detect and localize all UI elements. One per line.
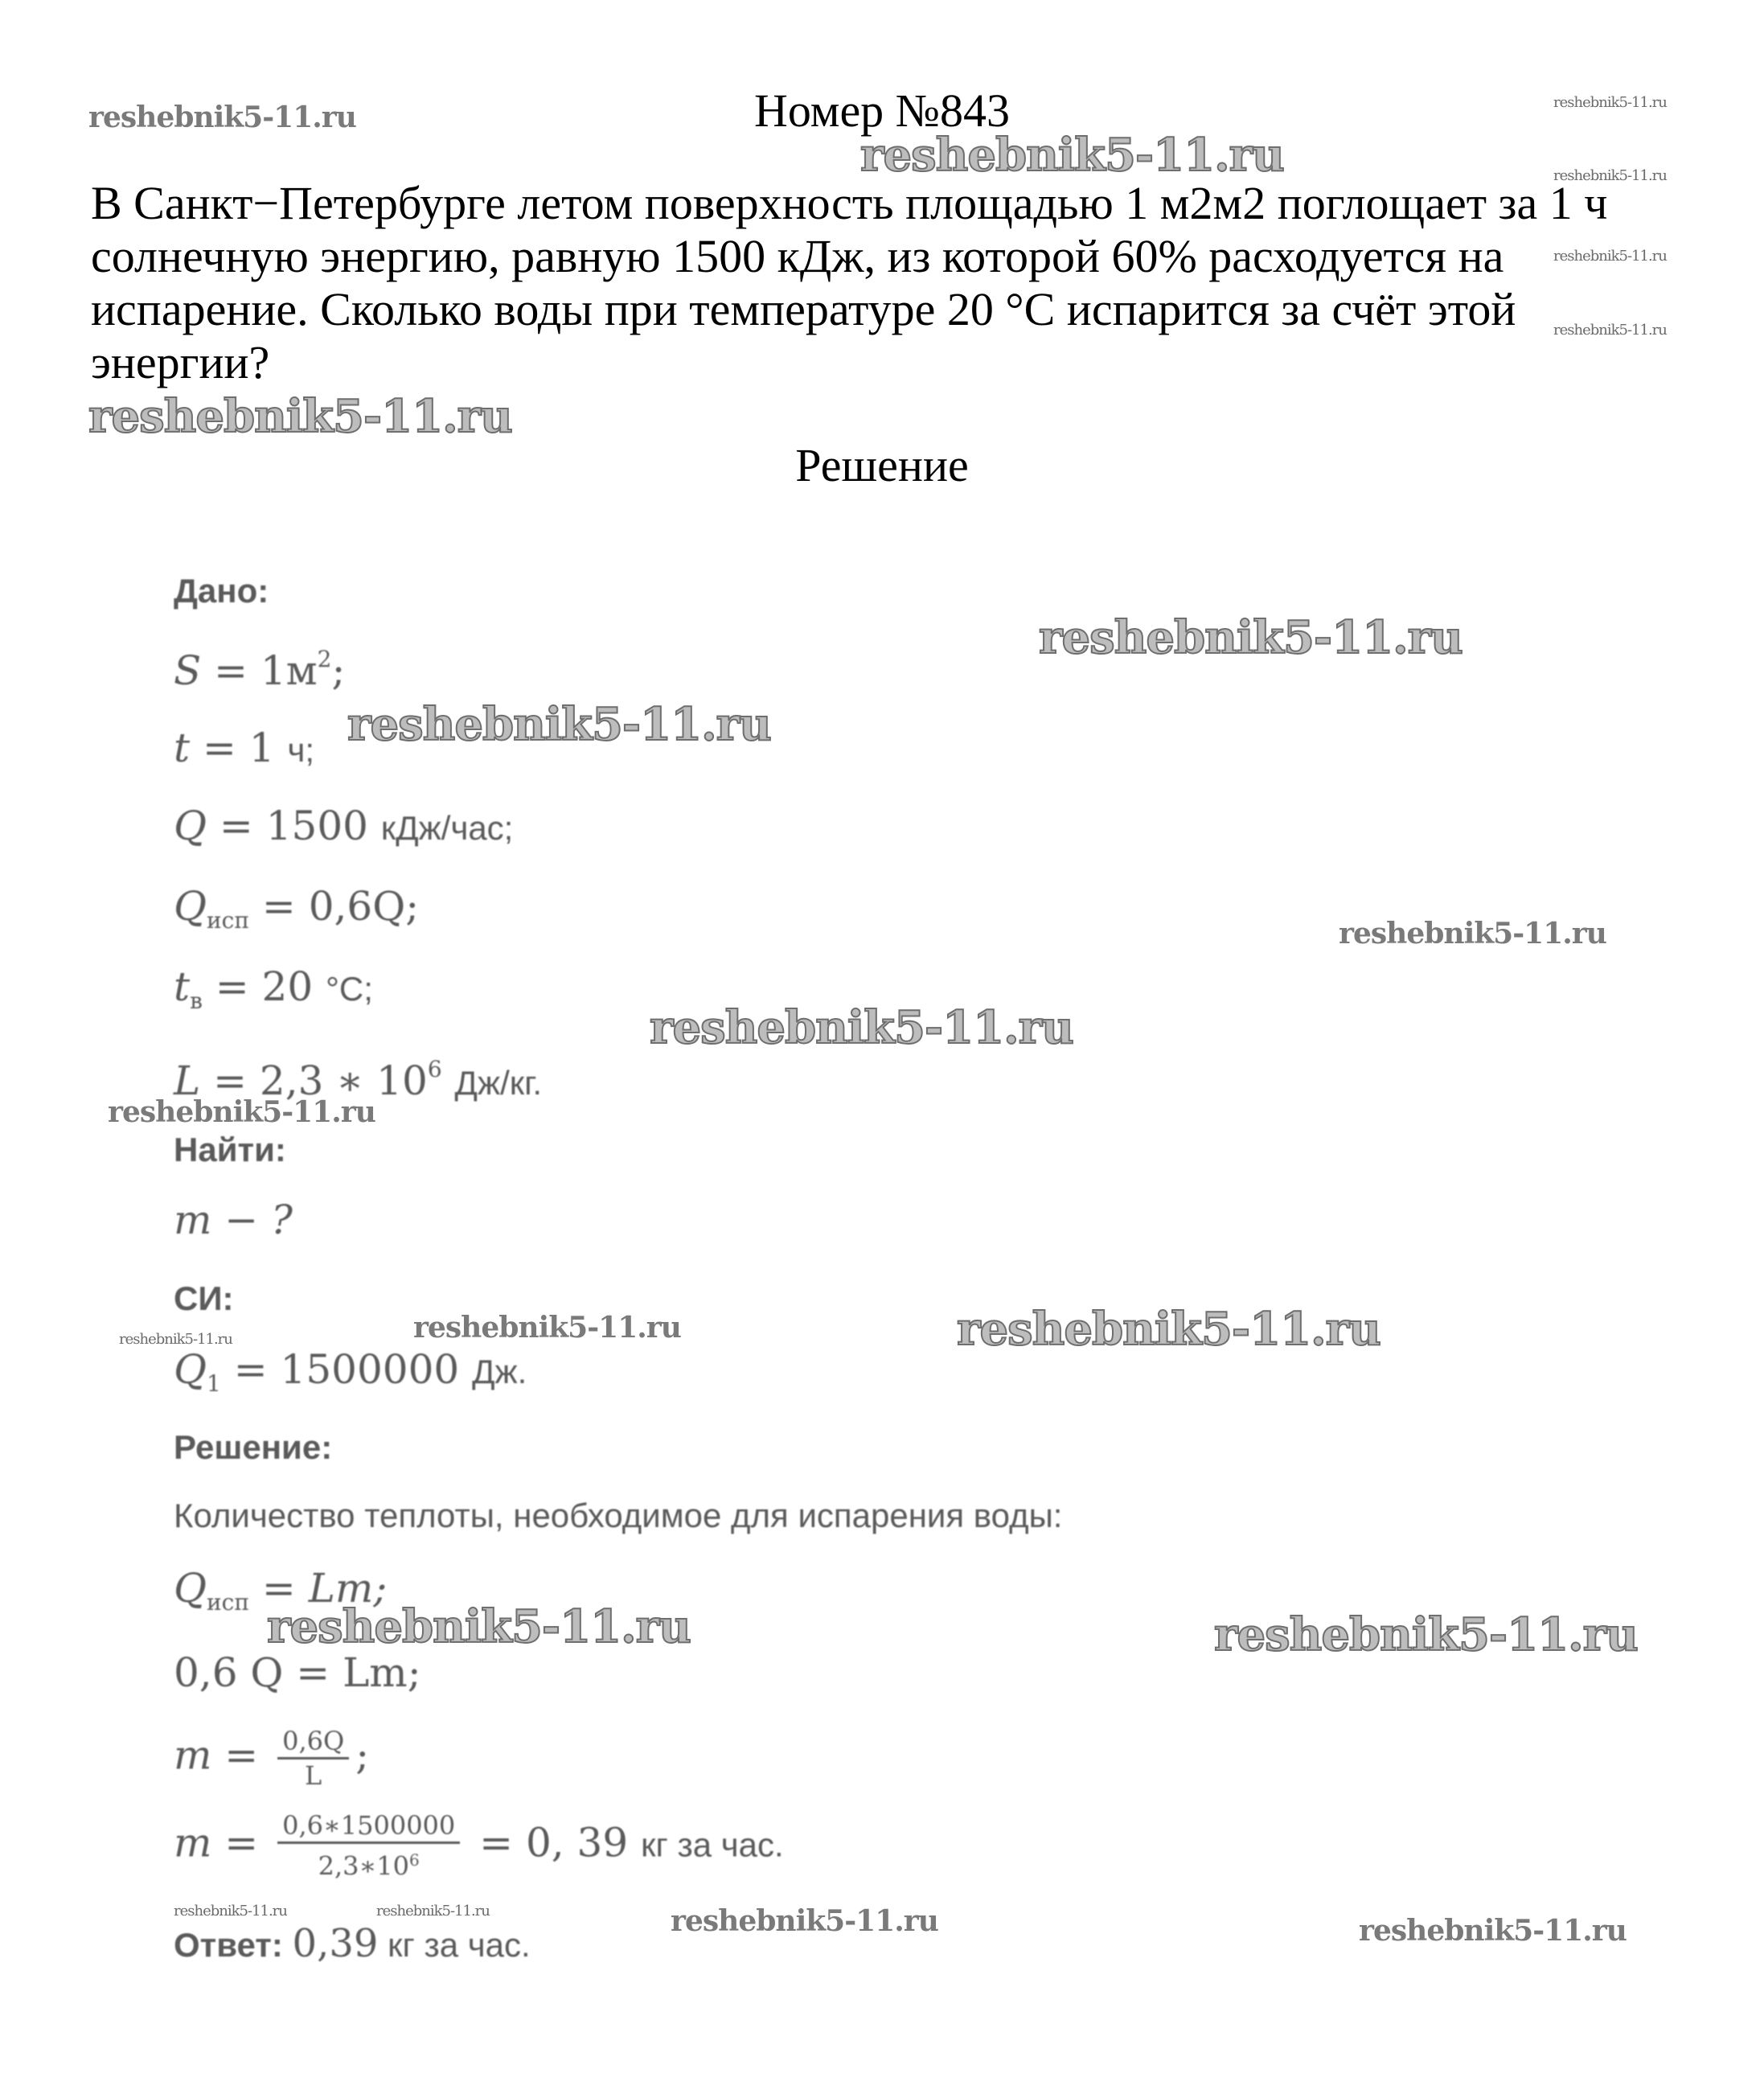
find-heading: Найти: — [174, 1131, 286, 1168]
temperature-value: = 20 — [215, 963, 314, 1010]
solution-heading: Решение — [795, 439, 969, 491]
latent-heat-value: = 2,3 ∗ 10 — [213, 1057, 428, 1104]
si-subscript: 1 — [207, 1370, 221, 1397]
formula4-result: = 0, 39 — [479, 1819, 629, 1866]
si-var: Q — [174, 1346, 207, 1393]
given-evap-heat — [174, 882, 419, 945]
formula-mass-numeric — [174, 1809, 784, 1883]
watermark: reshebnik5-11.ru — [1214, 1608, 1638, 1661]
latent-exponent: 6 — [427, 1056, 442, 1082]
formula1-rhs: = Lm; — [261, 1565, 388, 1612]
watermark: reshebnik5-11.ru — [88, 101, 356, 134]
formula3-numerator: 0,6Q — [277, 1725, 349, 1759]
formula4-unit: кг за час. — [641, 1825, 784, 1864]
formula3-denominator: L — [305, 1760, 322, 1791]
latent-heat-unit: Дж/кг. — [454, 1064, 542, 1102]
formula4-denominator — [277, 1844, 460, 1883]
watermark: reshebnik5-11.ru — [413, 1311, 681, 1345]
watermark: reshebnik5-11.ru — [119, 1331, 232, 1348]
watermark: reshebnik5-11.ru — [1359, 1914, 1627, 1948]
area-end: ; — [331, 647, 346, 694]
answer-value: 0,39 — [292, 1921, 379, 1966]
water-subscript: в — [190, 987, 203, 1014]
solution-text: Количество теплоты, необходимое для испарения воды: — [174, 1497, 1063, 1534]
time-value: = 1 — [203, 725, 275, 771]
evap-subscript: исп — [207, 907, 250, 934]
watermark: reshebnik5-11.ru — [1039, 611, 1462, 664]
evap-heat-value: = 0,6Q; — [261, 883, 420, 930]
watermark: reshebnik5-11.ru — [650, 1001, 1073, 1054]
formula3-fraction — [277, 1725, 349, 1792]
var-q: Q — [174, 803, 207, 849]
watermark: reshebnik5-11.ru — [1553, 248, 1667, 265]
formula-equation — [174, 1649, 421, 1697]
formula3-end: ; — [355, 1731, 370, 1779]
watermark: reshebnik5-11.ru — [267, 1600, 691, 1653]
area-exponent: 2 — [317, 646, 332, 672]
var-s: S — [174, 647, 202, 694]
given-area — [174, 635, 345, 695]
formula4-den-exponent: 6 — [409, 1850, 420, 1870]
heat-value: = 1500 — [219, 803, 368, 849]
watermark: reshebnik5-11.ru — [1339, 917, 1606, 951]
problem-line: В Санкт−Петербурге летом поверхность площадью 1 м2м2 поглощает за 1 ч — [91, 177, 1608, 229]
formula-mass — [174, 1725, 369, 1792]
watermark: reshebnik5-11.ru — [860, 129, 1284, 182]
problem-line: энергии? — [91, 336, 270, 388]
watermark: reshebnik5-11.ru — [671, 1904, 938, 1938]
si-unit: Дж. — [472, 1353, 527, 1390]
watermark: reshebnik5-11.ru — [347, 698, 771, 751]
si-heading: СИ: — [174, 1279, 234, 1317]
formula2: 0,6 Q = Lm; — [174, 1649, 421, 1696]
heat-unit: кДж/час; — [380, 809, 514, 847]
var-t-water: t — [174, 963, 191, 1010]
formula4-lhs: m = — [174, 1819, 259, 1866]
watermark: reshebnik5-11.ru — [174, 1903, 287, 1920]
var-t: t — [174, 725, 191, 771]
find-expr: m − ? — [174, 1197, 293, 1243]
si-heat — [174, 1345, 527, 1408]
var-q-evap: Q — [174, 883, 207, 930]
given-temperature — [174, 963, 373, 1025]
watermark: reshebnik5-11.ru — [376, 1903, 490, 1920]
watermark: reshebnik5-11.ru — [88, 390, 512, 443]
find-expression — [174, 1196, 293, 1244]
watermark: reshebnik5-11.ru — [1553, 94, 1667, 111]
area-value: = 1м — [214, 647, 318, 694]
answer-unit: кг за час. — [388, 1926, 531, 1964]
formula3-lhs: m = — [174, 1731, 259, 1779]
formula1-subscript: исп — [207, 1589, 250, 1616]
given-heading: Дано: — [174, 572, 269, 610]
formula4-fraction — [277, 1809, 460, 1883]
solution-subheading: Решение: — [174, 1428, 333, 1466]
watermark: reshebnik5-11.ru — [957, 1303, 1380, 1356]
formula4-den-base: 2,3∗10 — [318, 1850, 409, 1882]
answer-label: Ответ: — [174, 1926, 283, 1964]
problem-line: солнечную энергию, равную 1500 кДж, из которой 60% расходуется на — [91, 230, 1504, 282]
problem-line: испарение. Сколько воды при температуре 20 °С испарится за счёт этой — [91, 283, 1516, 335]
var-l: L — [174, 1057, 201, 1104]
temperature-unit: °C; — [326, 970, 373, 1008]
watermark: reshebnik5-11.ru — [108, 1095, 375, 1129]
page-title: Номер №843 — [753, 84, 1011, 137]
watermark: reshebnik5-11.ru — [1553, 322, 1667, 339]
answer — [174, 1921, 531, 1966]
formula1-var: Q — [174, 1565, 207, 1612]
time-unit: ч; — [287, 731, 315, 769]
watermark: reshebnik5-11.ru — [1553, 167, 1667, 184]
si-value: = 1500000 — [233, 1346, 460, 1393]
given-heat — [174, 802, 513, 852]
formula4-numerator: 0,6∗1500000 — [277, 1809, 460, 1844]
problem-statement — [91, 177, 1659, 389]
given-time — [174, 724, 314, 774]
